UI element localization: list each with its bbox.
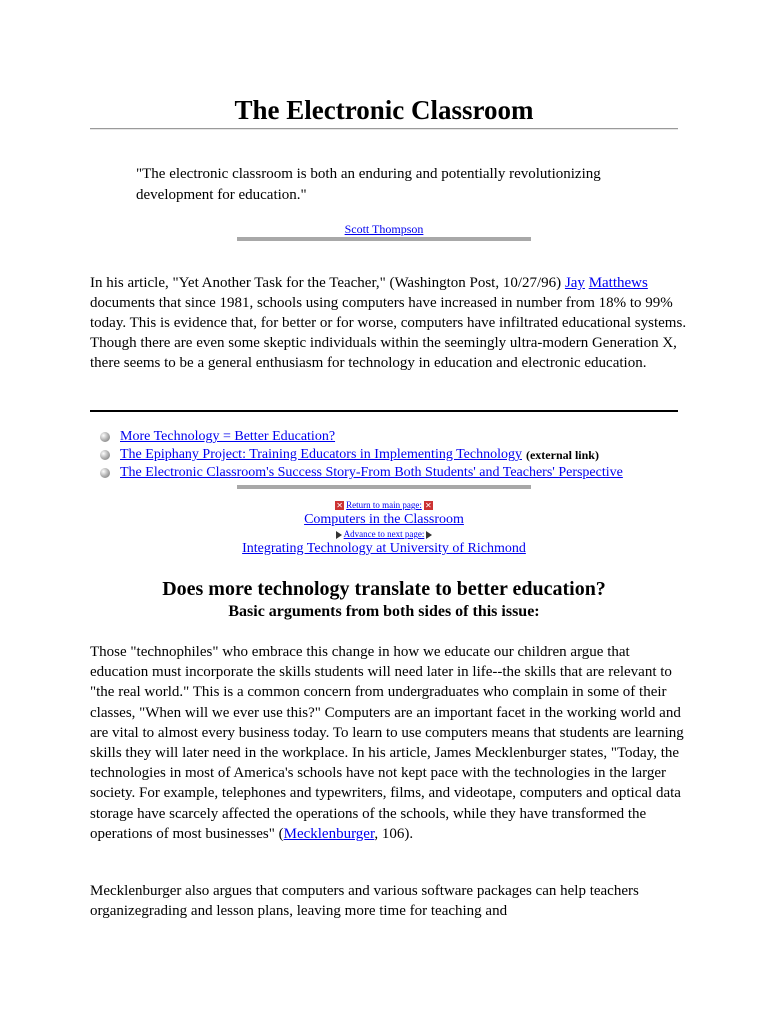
matthews-link[interactable]: Matthews bbox=[588, 275, 648, 291]
return-icon: ✕ bbox=[336, 501, 343, 510]
section-heading: Does more technology translate to better education? bbox=[162, 578, 606, 600]
bullet-icon bbox=[100, 468, 110, 478]
link-success-story[interactable]: The Electronic Classroom's Success Story-From Both Students' and Teachers' Perspective bbox=[120, 465, 623, 480]
topic-links-list bbox=[100, 428, 623, 482]
citation-end: , 106). bbox=[374, 825, 414, 842]
quote-divider bbox=[237, 237, 531, 241]
advance-arrow-icon bbox=[426, 531, 432, 539]
advance-link[interactable]: Integrating Technology at University of Richmond bbox=[242, 541, 526, 556]
advance-label[interactable]: Advance to next page: bbox=[343, 529, 425, 539]
return-link[interactable]: Computers in the Classroom bbox=[304, 512, 464, 527]
list-item bbox=[100, 428, 623, 446]
bullet-icon bbox=[100, 432, 110, 442]
bullet-icon bbox=[100, 450, 110, 460]
argument-paragraph bbox=[90, 642, 690, 844]
list-item bbox=[100, 446, 623, 464]
page-navigation bbox=[0, 500, 768, 558]
author-link[interactable]: Scott Thompson bbox=[344, 222, 424, 236]
title-divider bbox=[90, 128, 678, 130]
section-subheading: Basic arguments from both sides of this issue: bbox=[228, 603, 540, 620]
mecklenburger-link[interactable]: Mecklenburger bbox=[283, 825, 375, 842]
section-divider bbox=[90, 410, 678, 412]
argument-text: Those "technophiles" who embrace this change in how we educate our children argue that education must incorporate the skills students will need later in life--the skills that are relevant to "the real world." This is a common concern from undergraduates who complain in some of their classes, "When will we ever use this?" Computers are an important facet in the working world and are vital to almost every business today. To learn to use computers means that students are learning skills they will later need in the workplace. In his article, James Mecklenburger states, "Today, the technologies in most of America's schools have not kept pace with the technologies in the larger society. For example, telephones and typewriters, films, and videotape, computers and optical data storage have scarcely affected the operations of the schools, while they have transformed the operations of most businesses" ( bbox=[90, 644, 684, 842]
advance-arrow-icon bbox=[336, 531, 342, 539]
return-label[interactable]: Return to main page: bbox=[346, 500, 422, 510]
link-better-education[interactable]: More Technology = Better Education? bbox=[120, 429, 336, 444]
advance-label-row bbox=[0, 529, 768, 540]
return-label-row bbox=[0, 500, 768, 511]
return-icon: ✕ bbox=[425, 501, 432, 510]
quote-attribution bbox=[0, 222, 768, 237]
external-link-note: (external link) bbox=[525, 448, 599, 462]
page-title: The Electronic Classroom bbox=[234, 95, 534, 125]
epigraph-quote: "The electronic classroom is both an enduring and potentially revolutionizing development for education." bbox=[136, 166, 601, 203]
links-divider bbox=[237, 485, 531, 489]
intro-text-end: documents that since 1981, schools using computers have increased in number from 18% to 99% today. This is evidence that, for better or for worse, computers have infiltrated educational systems. Though there are even some skeptic individuals within the seemingly ultra-modern Generation X, there seems to be a general enthusiasm for technology in education and electronic education. bbox=[90, 295, 687, 371]
second-argument-paragraph: Mecklenburger also argues that computers and various software packages can help teachers organizegrading and lesson plans, leaving more time for teaching and bbox=[90, 883, 639, 919]
intro-paragraph bbox=[90, 273, 690, 373]
intro-text-start: In his article, "Yet Another Task for the Teacher," (Washington Post, 10/27/96) bbox=[90, 275, 565, 291]
link-epiphany-project[interactable]: The Epiphany Project: Training Educators in Implementing Technology bbox=[120, 447, 522, 462]
list-item bbox=[100, 464, 623, 482]
jay-link[interactable]: Jay bbox=[564, 275, 585, 291]
